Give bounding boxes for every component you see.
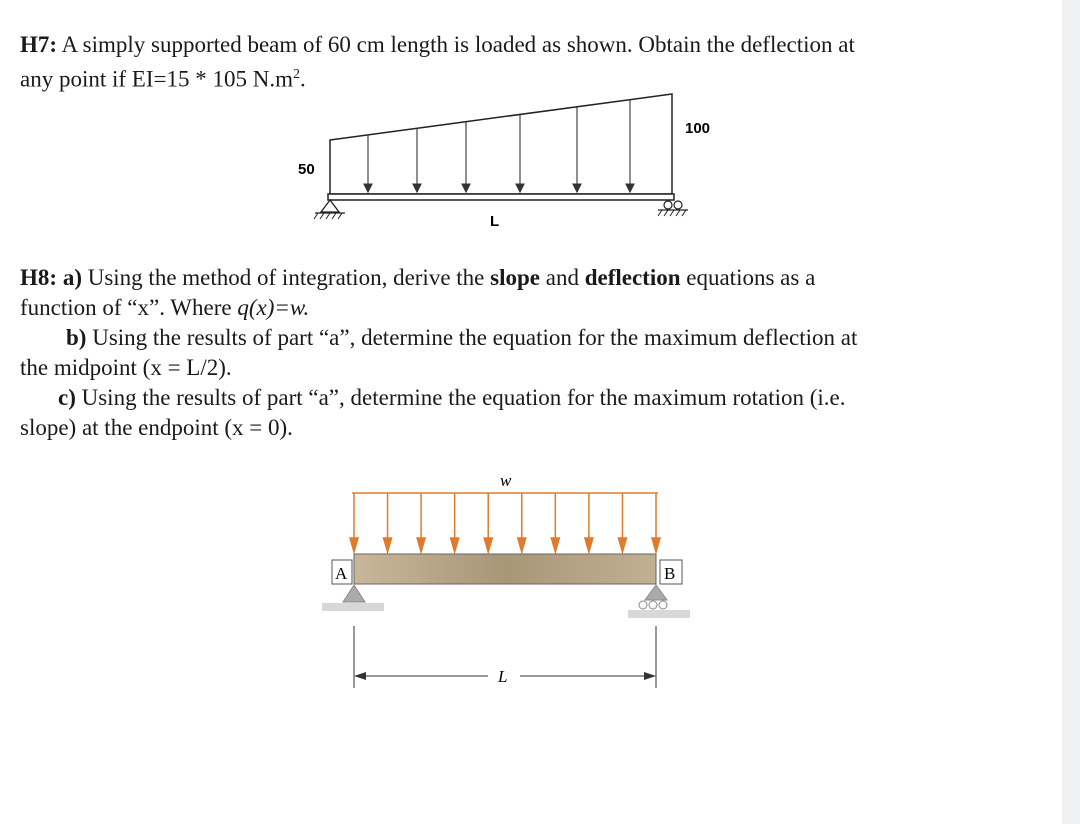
load-arrowhead (484, 538, 492, 552)
support-a-label: A (335, 564, 348, 583)
h8-label: H8: (20, 265, 58, 290)
h8-load-function: q(x)=w. (237, 295, 310, 320)
h8-part-c-line2: slope) at the endpoint (x = 0). (20, 415, 293, 440)
h8-span-label: L (498, 667, 508, 686)
h7-line2-end: . (299, 66, 306, 92)
h8-slope-word: slope (490, 265, 540, 290)
h7-line1-text: A simply supported beam of 60 cm length is loaded as shown. Obtain the deflection at (57, 32, 855, 57)
h7-label: H7: (20, 32, 58, 57)
load-arrowhead (652, 538, 660, 552)
h8-part-b-text: Using the results of part “a”, determine the equation for the maximum deflection at (86, 325, 858, 350)
h8-line-6 (20, 413, 293, 443)
h7-line-1 (20, 30, 855, 60)
load-arrowhead (618, 538, 626, 552)
h7-span-label: L (490, 213, 500, 230)
h7-beam-figure (290, 88, 710, 238)
h8-part-a-label: a) (62, 265, 82, 290)
h8-beam-figure (310, 466, 710, 696)
h8-line-5 (58, 383, 846, 413)
load-arrowhead (585, 538, 593, 552)
h8-part-a-text: Using the method of integration, derive the (81, 265, 491, 290)
h7-superscript: 2 (292, 67, 300, 82)
h8-line-1 (20, 263, 815, 293)
h7-line-2 (20, 60, 306, 95)
support-b-label: B (664, 564, 676, 583)
h8-line-3 (66, 323, 857, 353)
scrollbar-track[interactable] (1062, 0, 1080, 824)
h7-line2-text: any point if EI=15 * 105 N.m (20, 66, 293, 92)
h8-line-4 (20, 353, 232, 383)
h8-line-2 (20, 293, 309, 323)
load-arrowhead (551, 538, 559, 552)
h8-part-b-label: b) (66, 325, 87, 350)
h8-part-c-label: c) (58, 385, 76, 410)
h8-part-c-text: Using the results of part “a”, determine the equation for the maximum rotation (i.e. (75, 385, 846, 410)
h8-part-a-end: equations as a (680, 265, 816, 290)
load-arrowhead (417, 538, 425, 552)
h8-load-label: w (500, 471, 512, 490)
h7-left-load-label: 50 (298, 161, 315, 178)
h8-deflection-word: deflection (584, 265, 681, 290)
load-arrowhead (384, 538, 392, 552)
h8-part-b-line2: the midpoint (x = L/2). (20, 355, 232, 380)
load-arrowhead (451, 538, 459, 552)
h8-part-a-mid: and (539, 265, 585, 290)
load-arrowhead (350, 538, 358, 552)
h7-right-load-label: 100 (685, 120, 711, 137)
load-arrowhead (518, 538, 526, 552)
h8-part-a-line2: function of “x”. Where (20, 295, 238, 320)
